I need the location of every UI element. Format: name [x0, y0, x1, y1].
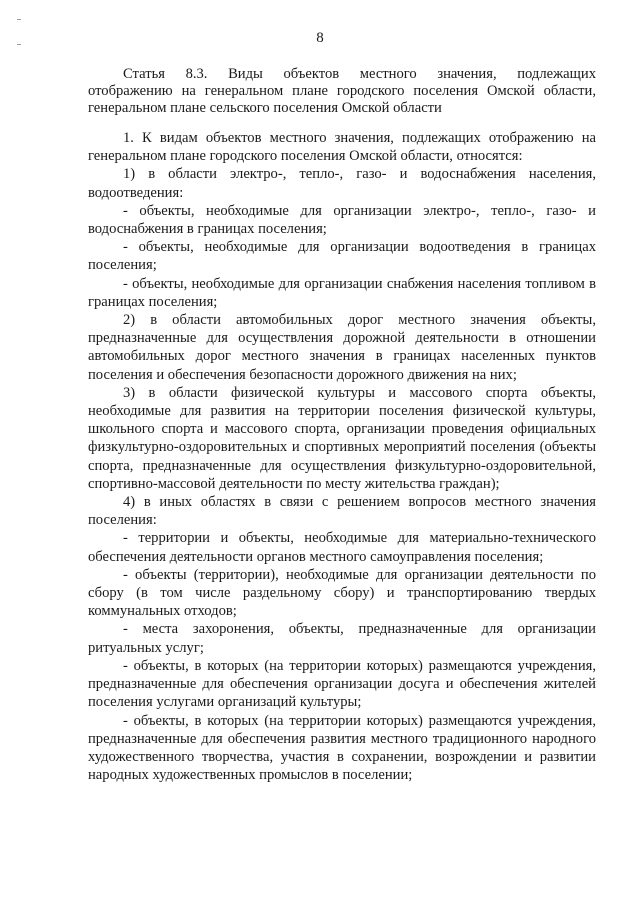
paragraph: - объекты, необходимые для организации электро-, тепло-, газо- и водоснабжения в границах поселения; — [88, 202, 596, 238]
paragraph: - места захоронения, объекты, предназначенные для организации ритуальных услуг; — [88, 621, 596, 656]
paragraph: 2) в области автомобильных дорог местного значения объекты, предназначенные для осуществления дорожной деятельности в отношении автомобильных дорог местного значения в границах населенных пунктов поселения и обеспечения безопасности дорожного движения на них; — [88, 312, 596, 383]
paragraph: - территории и объекты, необходимые для материально-технического обеспечения деятельности органов местного самоуправления поселения; — [88, 530, 596, 565]
scan-mark — [17, 19, 21, 20]
paragraph: - объекты, необходимые для организации водоотведения в границах поселения; — [88, 239, 596, 274]
paragraph: - объекты, в которых (на территории которых) размещаются учреждения, предназначенные для обеспечения организации досуга и обеспечения жителей поселения услугами организаций культуры; — [88, 657, 596, 711]
paragraph: - объекты (территории), необходимые для организации деятельности по сбору (в том числе раздельному сбору) и транспортированию твердых коммунальных отходов; — [88, 566, 596, 620]
paragraph: 1) в области электро-, тепло-, газо- и водоснабжения населения, водоотведения: — [88, 166, 596, 201]
paragraph: 3) в области физической культуры и массового спорта объекты, необходимые для развития на территории поселения физической культуры, школьного спорта и массового спорта, организации проведения официальных физкультурно-оздоровительных и спортивных мероприятий поселения (объекты спорта, предназначенные для осуществления физкультурно-оздоровительной, спортивно-массовой деятельности по месту жительства граждан); — [88, 384, 596, 492]
article-body — [88, 129, 596, 784]
article-heading-rest: отображению на генеральном плане городского поселения Омской области, генеральном плане сельского поселения Омской области — [88, 83, 596, 116]
paragraph: 4) в иных областях в связи с решением вопросов местного значения поселения: — [88, 494, 596, 529]
paragraph: 1. К видам объектов местного значения, подлежащих отображению на генеральном плане городского поселения Омской области, относятся: — [88, 130, 596, 165]
article-heading — [88, 66, 596, 117]
article-heading-line1: Статья 8.3. Виды объектов местного значения, подлежащих — [123, 66, 596, 82]
paragraph: - объекты, необходимые для организации снабжения населения топливом в границах поселения; — [88, 275, 596, 310]
paragraph: - объекты, в которых (на территории которых) размещаются учреждения, предназначенные для обеспечения развития местного традиционного народного художественного творчества, участия в сохранении, возрождении и развитии народных художественных промыслов в поселении; — [88, 712, 596, 784]
page-number: 8 — [316, 30, 324, 46]
